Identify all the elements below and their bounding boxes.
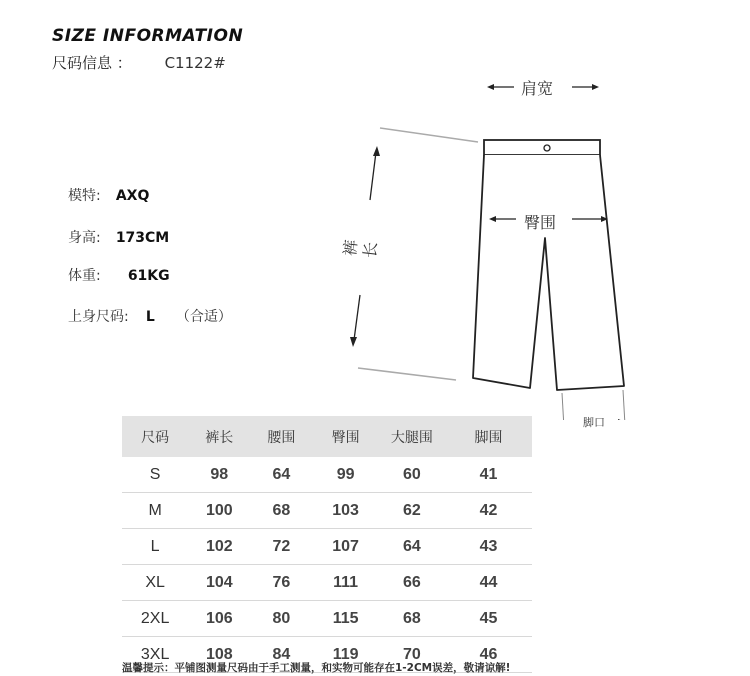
- cell-waist: 84: [250, 637, 312, 673]
- cell-length: 102: [188, 529, 250, 565]
- model-weight-value: 61KG: [127, 268, 170, 284]
- cell-size: M: [122, 493, 188, 529]
- cell-hem: 42: [445, 493, 532, 529]
- cell-length: 100: [188, 493, 250, 529]
- model-weight-label: 体重:: [68, 268, 101, 284]
- cell-hem: 43: [445, 529, 532, 565]
- size-code-label: 尺码信息 ：: [52, 54, 132, 72]
- footer-note: 温馨提示：平铺图测量尺码由于手工测量，和实物可能存在1-2CM误差，敬请谅解!: [122, 662, 511, 674]
- cell-length: 108: [188, 637, 250, 673]
- cell-hem: 44: [445, 565, 532, 601]
- cell-length: 106: [188, 601, 250, 637]
- cell-waist: 80: [250, 601, 312, 637]
- model-size-value: L: [145, 309, 155, 325]
- cell-hip: 107: [312, 529, 378, 565]
- header-hem: 脚围: [445, 416, 532, 457]
- cell-waist: 64: [250, 457, 312, 493]
- cell-waist: 72: [250, 529, 312, 565]
- size-code-value: C1122#: [164, 54, 226, 72]
- cell-hip: 115: [312, 601, 378, 637]
- cell-waist: 68: [250, 493, 312, 529]
- cell-thigh: 66: [379, 565, 445, 601]
- header-thigh: 大腿围: [379, 416, 445, 457]
- size-table: [122, 416, 532, 673]
- hem-label: 脚口: [583, 416, 605, 429]
- cell-thigh: 60: [379, 457, 445, 493]
- cell-hip: 119: [312, 637, 378, 673]
- cell-hip: 103: [312, 493, 378, 529]
- cell-length: 98: [188, 457, 250, 493]
- cell-thigh: 62: [379, 493, 445, 529]
- hem-guide-right: [623, 390, 625, 420]
- length-label: 裤长: [340, 238, 381, 259]
- model-size-label: 上身尺码:: [68, 309, 129, 325]
- cell-hem: 45: [445, 601, 532, 637]
- table-row: [122, 457, 532, 493]
- header-size: 尺码: [122, 416, 188, 457]
- cell-size: XL: [122, 565, 188, 601]
- cell-size: L: [122, 529, 188, 565]
- model-height-value: 173CM: [115, 230, 170, 246]
- table-row: [122, 493, 532, 529]
- cell-length: 104: [188, 565, 250, 601]
- cell-size: 3XL: [122, 637, 188, 673]
- header-waist: 腰围: [250, 416, 312, 457]
- header-hip: 臀围: [312, 416, 378, 457]
- cell-thigh: 68: [379, 601, 445, 637]
- length-guide-top: [380, 128, 478, 142]
- table-row: [122, 565, 532, 601]
- cell-hip: 111: [312, 565, 378, 601]
- cell-thigh: 70: [379, 637, 445, 673]
- model-name-label: 模特:: [68, 188, 101, 204]
- model-size-note: （合适）: [175, 309, 232, 325]
- cell-hem: 46: [445, 637, 532, 673]
- table-row: [122, 601, 532, 637]
- hem-guide-left: [562, 393, 564, 420]
- cell-size: S: [122, 457, 188, 493]
- cell-waist: 76: [250, 565, 312, 601]
- length-guide-bottom: [358, 368, 456, 380]
- model-name-value: AXQ: [115, 188, 150, 204]
- cell-hip: 99: [312, 457, 378, 493]
- button-icon: [544, 145, 550, 151]
- header-length: 裤长: [188, 416, 250, 457]
- table-row: [122, 529, 532, 565]
- hip-label: 臀围: [524, 213, 557, 232]
- cell-thigh: 64: [379, 529, 445, 565]
- page-title: SIZE INFORMATION: [52, 26, 244, 46]
- pants-waistband: [484, 140, 600, 155]
- shoulder-label: 肩宽: [521, 79, 554, 98]
- pants-outline: [473, 155, 624, 390]
- cell-size: 2XL: [122, 601, 188, 637]
- model-height-label: 身高:: [68, 230, 101, 246]
- table-header-row: [122, 416, 532, 457]
- cell-hem: 41: [445, 457, 532, 493]
